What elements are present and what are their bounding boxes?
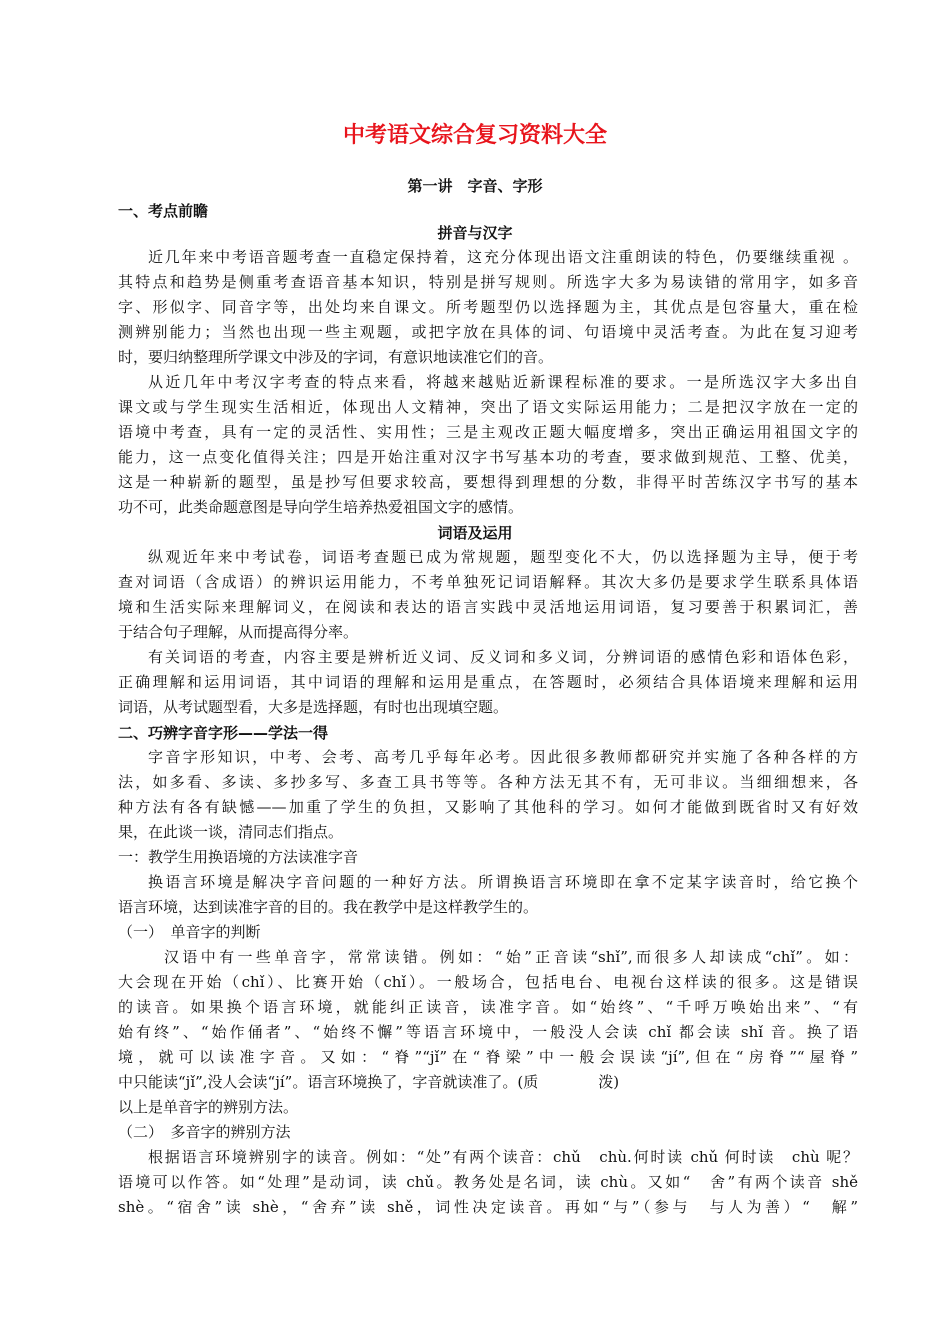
paragraph-line: 果，在此谈一谈，清同志们指点。 (118, 823, 344, 841)
paragraph-line: 语境可以作答。如“处理”是动词，读 chǔ。教务处是名词，读 chù。又如“ 舍”有两个读音 shě (118, 1173, 858, 1191)
paragraph-line: 中只能读“jǐ”,没人会读“jí”。语言环境换了，字音就读准了。(质 泼) (118, 1073, 620, 1091)
paragraph-line: 课文或与学生现实生活相近，体现出人文精神，突出了语文实际运用能力；二是把汉字放在一定的 (118, 398, 858, 416)
paragraph-line: 正确理解和运用词语，其中词语的理解和运用是重点，在答题时，必须结合具体语境来理解和运用 (118, 673, 858, 691)
paragraph-line: 从近几年中考汉字考查的特点来看，将越来越贴近新课程标准的要求。一是所选汉字大多出自 (148, 373, 858, 391)
paragraph-line: shè。“宿舍”读 shè，“舍弃”读 shě，词性决定读音。再如“与”（参与 与人为善）“ 解” (118, 1198, 858, 1216)
paragraph-line: 的读音。如果换个语言环境，就能纠正读音，读准字音。如“始终”、“千呼万唤始出来”、“有 (118, 998, 858, 1016)
paragraph-line: 测辨别能力；当然也出现一些主观题，或把字放在具体的词、句语境中灵活考查。为此在复习迎考 (118, 323, 858, 341)
paragraph-line: 始有终”、“始作俑者”、“始终不懈”等语言环境中，一般没人会读 chǐ 都会读 shǐ 音。换了语 (118, 1023, 858, 1041)
paragraph-line: 境，就可以读准字音。又如：“脊”“jǐ”在“脊梁”中一般会误读“jí”,但在“房脊”“屋脊” (118, 1048, 858, 1066)
paragraph-line: 于结合句子理解，从而提高得分率。 (118, 623, 359, 641)
subheading-pinyin: 拼音与汉字 (437, 224, 513, 242)
subsection-heading: （二） 多音字的辨别方法 (118, 1123, 291, 1141)
paragraph-line: 查对词语（含成语）的辨识运用能力，不考单独死记词语解释。其次大多仍是要求学生联系具体语 (118, 573, 858, 591)
document-title: 中考语文综合复习资料大全 (342, 123, 607, 148)
section-heading-1: 一、考点前瞻 (118, 202, 209, 220)
subsection-heading: （一） 单音字的判断 (118, 923, 261, 941)
paragraph-line: 根据语言环境辨别字的读音。例如：“处”有两个读音：chǔ chù.何时读 chǔ 何时读 chù 呢？ (148, 1148, 858, 1166)
paragraph-line: 这是一种崭新的题型，虽是抄写但要求较高，要想得到理想的分数，非得平时苦练汉字书写的基本 (118, 473, 858, 491)
paragraph-line: 法，如多看、多读、多抄多写、多查工具书等等。各种方法无其不有，无可非议。当细细想来，各 (118, 773, 858, 791)
paragraph-line: 近几年来中考语音题考查一直稳定保持着，这充分体现出语文注重朗读的特色，仍要继续重视 。 (148, 248, 858, 266)
paragraph-line: 纵观近年来中考试卷，词语考查题已成为常规题，题型变化不大，仍以选择题为主导，便于考 (148, 548, 858, 566)
paragraph-line: 语境中考查，具有一定的灵活性、实用性；三是主观改正题大幅度增多，突出正确运用祖国文字的 (118, 423, 858, 441)
paragraph-line: 时，要归纳整理所学课文中涉及的字词，有意识地读准它们的音。 (118, 348, 554, 366)
paragraph-line: 汉语中有一些单音字，常常读错。例如：“始”正音读“shǐ”,而很多人却读成“chǐ”。如： (164, 948, 858, 966)
paragraph-line: 换语言环境是解决字音问题的一种好方法。所谓换语言环境即在拿不定某字读音时，给它换个 (148, 873, 858, 891)
paragraph-line: 语言环境，达到读准字音的目的。我在教学中是这样教学生的。 (118, 898, 539, 916)
paragraph-line: 有关词语的考查，内容主要是辨析近义词、反义词和多义词，分辨词语的感情色彩和语体色彩， (148, 648, 858, 666)
section-heading-2: 二、巧辨字音字形——学法一得 (118, 724, 329, 742)
paragraph-line: 大会现在开始（chǐ）、比赛开始（chǐ）。一般场合，包括电台、电视台这样读的很多。这是错误 (118, 973, 858, 991)
paragraph-line: 境和生活实际来理解词义，在阅读和表达的语言实践中灵活地运用词语，复习要善于积累词汇，善 (118, 598, 858, 616)
subheading-words: 词语及运用 (437, 524, 513, 542)
paragraph-line: 其特点和趋势是侧重考查语音基本知识，特别是拼写规则。所选字大多为易读错的常用字，如多音 (118, 273, 858, 291)
paragraph-line: 能力，这一点变化值得关注；四是开始注重对汉字书写基本功的考查，要求做到规范、工整、优美， (118, 448, 858, 466)
lecture-heading: 第一讲 字音、字形 (407, 177, 543, 195)
paragraph-line: 字、形似字、同音字等，出处均来自课文。所考题型仍以选择题为主，其优点是包容量大，重在检 (118, 298, 858, 316)
paragraph-line: 功不可，此类命题意图是导向学生培养热爱祖国文字的感情。 (118, 498, 524, 516)
paragraph-line: 以上是单音字的辨别方法。 (118, 1098, 299, 1116)
paragraph-line: 种方法有各有缺憾——加重了学生的负担，又影响了其他科的学习。如何才能做到既省时又有好效 (118, 798, 858, 816)
paragraph-line: 字音字形知识，中考、会考、高考几乎每年必考。因此很多教师都研究并实施了各种各样的方 (148, 748, 858, 766)
paragraph-line: 词语，从考试题型看，大多是选择题，有时也出现填空题。 (118, 698, 509, 716)
method-heading: 一：教学生用换语境的方法读准字音 (118, 848, 359, 866)
